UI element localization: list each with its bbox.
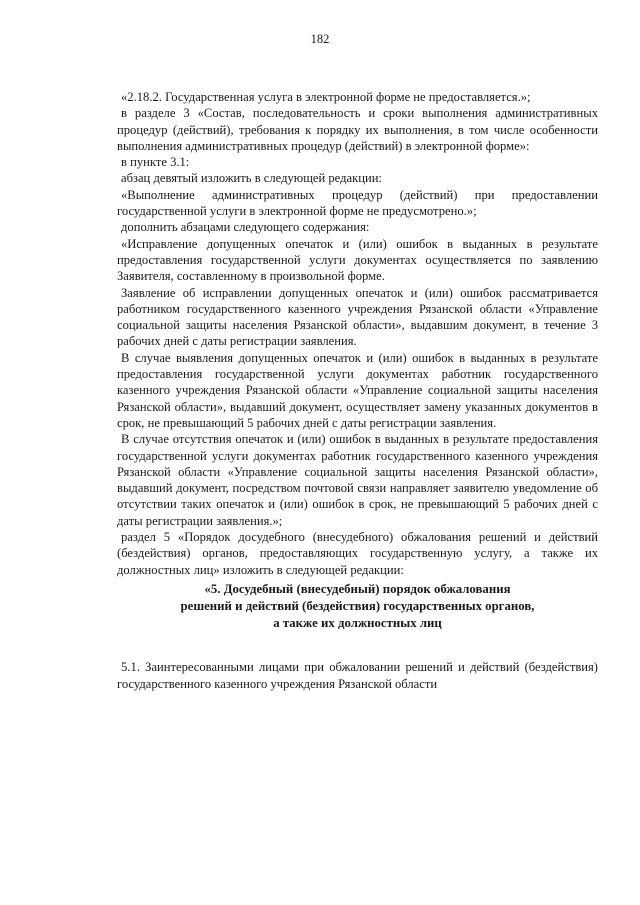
paragraph-5-1: 5.1. Заинтересованными лицами при обжаловании решений и действий (бездействия) государственного казенного учреждения Рязанской области [117,660,598,691]
heading-line-2: решений и действий (бездействия) государственных органов, [180,598,535,613]
paragraph-2-18-2: «2.18.2. Государственная услуга в электронной форме не предоставляется.»; [121,90,531,104]
paragraph-application-review: Заявление об исправлении допущенных опечаток и (или) ошибок рассматривается работником государственного казенного учреждения Рязанской области «Управление социальной защиты населения Рязанской области», выдавшим документ, в течение 3 рабочих дней с даты регистрации заявления. [117,285,598,349]
paragraph-add-abzacs: дополнить абзацами следующего содержания: [121,220,370,235]
page-number: 182 [310,32,330,46]
heading-line-3: а также их должностных лиц [273,615,442,630]
spacer [117,631,598,659]
section-5-heading [117,581,598,631]
paragraph-correction: «Исправление допущенных опечаток и (или) ошибок в выданных в результате предоставления государственной услуги документах осуществляется по заявлению Заявителя, составленному в произвольной форме. [117,236,598,284]
paragraph-no-errors: В случае отсутствия опечаток и (или) ошибок в выданных в результате предоставления государственной услуги документах работник государственного казенного учреждения Рязанской области «Управление социальной защиты населения Рязанской области», выдавший документ, посредством почтовой связи направляет заявителю уведомление об отсутствии таких опечаток и (или) ошибок в срок, не превышающий 5 рабочих дней с даты регистрации заявления.»; [117,432,598,528]
paragraph-section-3: в разделе 3 «Состав, последовательность и сроки выполнения административных процедур (действий), требования к порядку их выполнения, в том числе особенности выполнения административных процедур (действий) в электронной форме»: [117,106,598,153]
paragraph-not-provided: «Выполнение административных процедур (действий) при предоставлении государственной услуги в электронной форме не предусмотрено.»; [117,187,598,219]
document-body [117,89,598,692]
heading-line-1: «5. Досудебный (внесудебный) порядок обжалования [204,581,511,596]
paragraph-errors-found: В случае выявления допущенных опечаток и (или) ошибок в выданных в результате предоставления государственной услуги документах работник государственного казенного учреждения Рязанской области «Управление социальной защиты населения Рязанской области», выдавший документ, осуществляет замену указанных документов в срок, не превышающий 5 рабочих дней с даты регистрации заявления. [117,350,598,430]
paragraph-section-5: раздел 5 «Порядок досудебного (внесудебного) обжалования решений и действий (бездействия) органов, предоставляющих государственную услугу, а также их должностных лиц» изложить в следующей редакции: [117,530,598,577]
paragraph-point-3-1: в пункте 3.1: [121,155,190,170]
paragraph-ninth-abzac: абзац девятый изложить в следующей редакции: [121,171,382,186]
